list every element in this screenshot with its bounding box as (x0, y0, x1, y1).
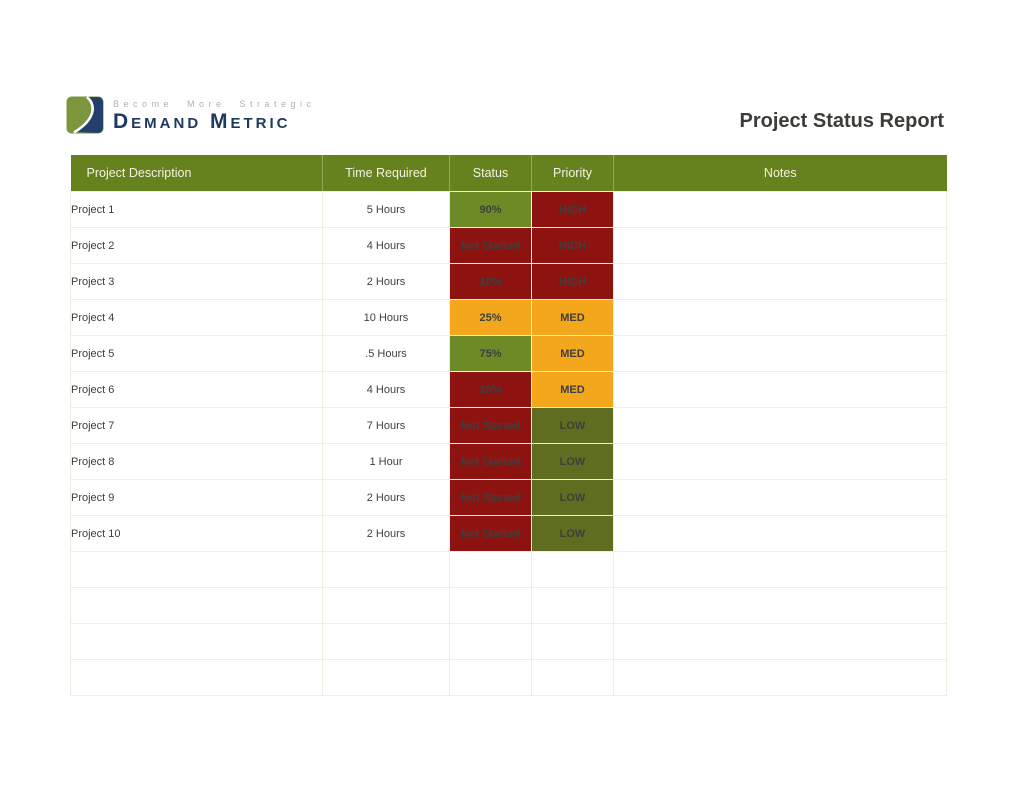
table-body (71, 192, 947, 696)
table-header-row (71, 155, 947, 192)
priority-cell: LOW (532, 444, 614, 480)
status-cell: 75% (450, 336, 532, 372)
time-required-cell: 2 Hours (323, 516, 450, 552)
status-cell: Not Started (450, 480, 532, 516)
column-header-notes: Notes (614, 155, 947, 192)
page-title: Project Status Report (739, 110, 944, 132)
priority-cell: HIGH (532, 264, 614, 300)
time-required-cell: 2 Hours (323, 264, 450, 300)
column-header-project-description: Project Description (71, 155, 323, 192)
priority-cell: LOW (532, 408, 614, 444)
empty-cell (614, 588, 947, 624)
project-description-cell: Project 4 (71, 300, 323, 336)
table-row (71, 192, 947, 228)
table-row (71, 516, 947, 552)
notes-cell (614, 300, 947, 336)
priority-cell: MED (532, 372, 614, 408)
empty-row (71, 660, 947, 696)
empty-row (71, 552, 947, 588)
status-cell: 10% (450, 372, 532, 408)
project-description-cell: Project 10 (71, 516, 323, 552)
demand-metric-logo (66, 96, 316, 134)
empty-cell (71, 660, 323, 696)
time-required-cell: 7 Hours (323, 408, 450, 444)
table-row (71, 228, 947, 264)
logo-tagline: Become More Strategic (113, 99, 316, 109)
column-header-priority: Priority (532, 155, 614, 192)
time-required-cell: 2 Hours (323, 480, 450, 516)
time-required-cell: 1 Hour (323, 444, 450, 480)
notes-cell (614, 480, 947, 516)
notes-cell (614, 444, 947, 480)
notes-cell (614, 192, 947, 228)
empty-cell (71, 552, 323, 588)
table-row (71, 444, 947, 480)
empty-cell (323, 552, 450, 588)
notes-cell (614, 264, 947, 300)
time-required-cell: .5 Hours (323, 336, 450, 372)
empty-cell (614, 624, 947, 660)
empty-cell (614, 660, 947, 696)
status-cell: Not Started (450, 408, 532, 444)
priority-cell: MED (532, 300, 614, 336)
table-row (71, 480, 947, 516)
table-row (71, 264, 947, 300)
empty-cell (532, 624, 614, 660)
table-header (71, 155, 947, 192)
logo-brand: Demand Metric (113, 110, 291, 133)
empty-cell (532, 588, 614, 624)
priority-cell: MED (532, 336, 614, 372)
project-description-cell: Project 7 (71, 408, 323, 444)
status-cell: Not Started (450, 228, 532, 264)
time-required-cell: 5 Hours (323, 192, 450, 228)
project-description-cell: Project 3 (71, 264, 323, 300)
column-header-status: Status (450, 155, 532, 192)
notes-cell (614, 228, 947, 264)
priority-cell: LOW (532, 516, 614, 552)
table-row (71, 336, 947, 372)
notes-cell (614, 408, 947, 444)
empty-cell (323, 660, 450, 696)
table-row (71, 408, 947, 444)
notes-cell (614, 336, 947, 372)
empty-row (71, 588, 947, 624)
status-cell: 90% (450, 192, 532, 228)
empty-row (71, 624, 947, 660)
notes-cell (614, 372, 947, 408)
priority-cell: HIGH (532, 228, 614, 264)
time-required-cell: 10 Hours (323, 300, 450, 336)
project-description-cell: Project 9 (71, 480, 323, 516)
project-status-table (70, 155, 947, 696)
empty-cell (450, 624, 532, 660)
column-header-time-required: Time Required (323, 155, 450, 192)
status-cell: 10% (450, 264, 532, 300)
empty-cell (450, 588, 532, 624)
project-description-cell: Project 1 (71, 192, 323, 228)
empty-cell (532, 552, 614, 588)
empty-cell (450, 552, 532, 588)
priority-cell: HIGH (532, 192, 614, 228)
empty-cell (323, 624, 450, 660)
table-row (71, 300, 947, 336)
table-row (71, 372, 947, 408)
empty-cell (450, 660, 532, 696)
time-required-cell: 4 Hours (323, 228, 450, 264)
project-description-cell: Project 6 (71, 372, 323, 408)
empty-cell (71, 624, 323, 660)
status-cell: 25% (450, 300, 532, 336)
time-required-cell: 4 Hours (323, 372, 450, 408)
project-description-cell: Project 2 (71, 228, 323, 264)
status-cell: Not Started (450, 444, 532, 480)
project-description-cell: Project 5 (71, 336, 323, 372)
project-description-cell: Project 8 (71, 444, 323, 480)
empty-cell (614, 552, 947, 588)
notes-cell (614, 516, 947, 552)
status-cell: Not Started (450, 516, 532, 552)
empty-cell (71, 588, 323, 624)
empty-cell (323, 588, 450, 624)
empty-cell (532, 660, 614, 696)
demand-metric-logo-icon (66, 96, 104, 134)
priority-cell: LOW (532, 480, 614, 516)
